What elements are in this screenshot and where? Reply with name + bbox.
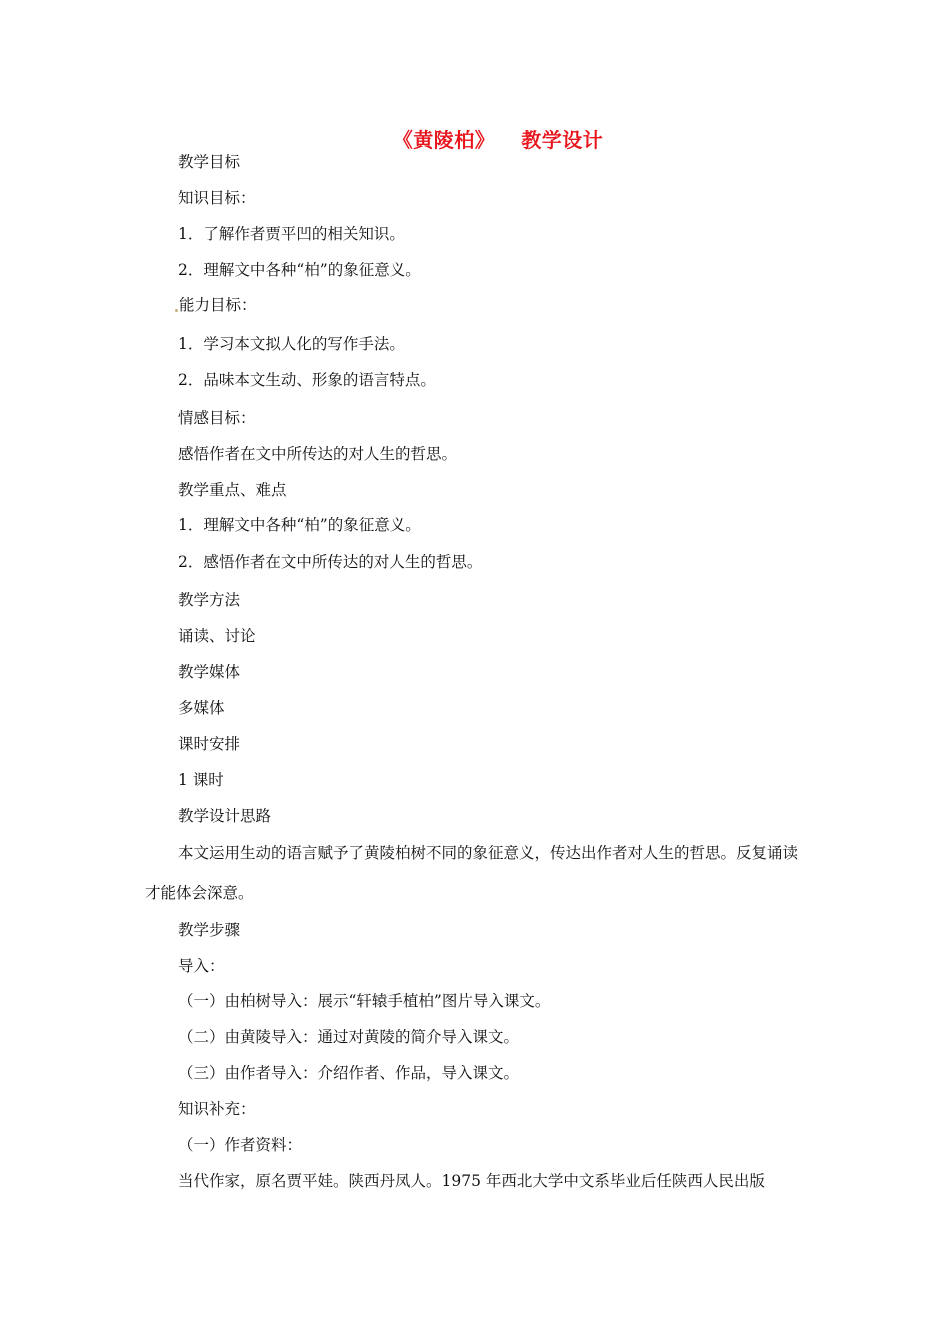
- line: 知识目标：: [178, 189, 256, 207]
- line: 知识补充：: [178, 1100, 256, 1118]
- line: 诵读、讨论: [178, 627, 256, 645]
- line: 导入：: [178, 957, 225, 975]
- line: 2．品味本文生动、形象的语言特点。: [178, 371, 436, 389]
- document-title: [0, 124, 950, 153]
- line: 课时安排: [178, 735, 241, 753]
- line: [175, 295, 257, 315]
- line: 教学媒体: [178, 663, 241, 681]
- line: 2．感悟作者在文中所传达的对人生的哲思。: [178, 553, 483, 571]
- line: 当代作家，原名贾平娃。陕西丹凤人。1975 年西北大学中文系毕业后任陕西人民出版: [178, 1172, 765, 1190]
- line: 感悟作者在文中所传达的对人生的哲思。: [178, 445, 458, 463]
- line: 教学目标: [178, 153, 241, 171]
- line: 教学方法: [178, 591, 241, 609]
- line: 教学重点、难点: [178, 481, 287, 499]
- line: （一）由柏树导入：展示“轩辕手植柏”图片导入课文。: [178, 992, 551, 1010]
- paragraph-design-idea: 本文运用生动的语言赋予了黄陵柏树不同的象征意义，传达出作者对人生的哲思。反复诵读才能体会深意。: [145, 844, 799, 902]
- line: （二）由黄陵导入：通过对黄陵的简介导入课文。: [178, 1028, 520, 1046]
- speck-mark: [175, 309, 178, 312]
- line: 情感目标：: [178, 409, 256, 427]
- line: 2．理解文中各种“柏”的象征意义。: [178, 261, 421, 279]
- line: 多媒体: [178, 699, 225, 717]
- line: （三）由作者导入：介绍作者、作品，导入课文。: [178, 1064, 520, 1082]
- line: 1．学习本文拟人化的写作手法。: [178, 335, 405, 353]
- line-text: 能力目标：: [179, 296, 257, 314]
- line: 1 课时: [178, 771, 224, 789]
- line: 1．了解作者贾平凹的相关知识。: [178, 225, 405, 243]
- line: （一）作者资料：: [178, 1136, 303, 1154]
- line: 1．理解文中各种“柏”的象征意义。: [178, 516, 421, 534]
- line: 教学设计思路: [178, 807, 272, 825]
- title-book-name: 《黄陵柏》: [392, 128, 496, 152]
- line: 教学步骤: [178, 921, 241, 939]
- title-text: 教学设计: [521, 128, 604, 152]
